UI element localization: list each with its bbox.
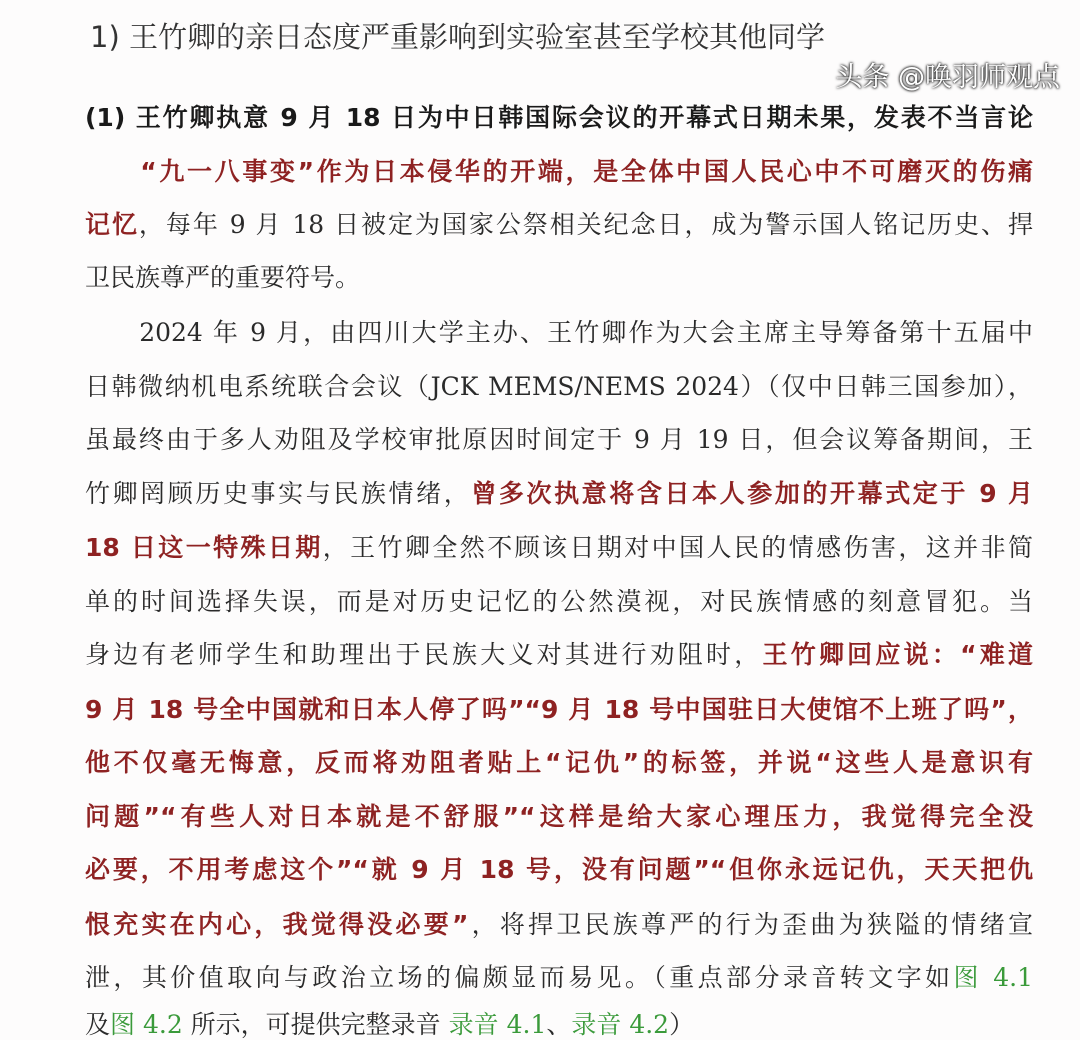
section-heading [90, 22, 1038, 52]
text-segment: 竹卿罔顾历史事实与民族情绪， [85, 479, 472, 508]
reference-link[interactable]: 录音 4.2 [571, 1010, 670, 1039]
reference-link[interactable]: 图 4.2 [110, 1010, 183, 1039]
text-segment: 、 [546, 1010, 572, 1039]
text-segment: ，将捍卫民族尊严的行为歪曲为狭隘的情绪宣 [468, 910, 1033, 939]
highlighted-text: 问题”“有些人对日本就是不舒服”“这样是给大家心理压力，我觉得完全没 [85, 802, 1033, 831]
text-line [85, 479, 1033, 509]
subsection-heading [85, 103, 1033, 133]
text-segment: 身边有老师学生和助理出于民族大义对其进行劝阻时， [85, 640, 763, 669]
highlighted-text: 记忆 [85, 210, 139, 239]
text-segment: 虽最终由于多人劝阻及学校审批原因时间定于 9 月 19 日，但会议筹备期间，王 [85, 425, 1033, 454]
reference-link[interactable]: 图 4.1 [953, 963, 1033, 992]
reference-link[interactable]: 录音 4.1 [448, 1010, 547, 1039]
text-segment: 单的时间选择失误，而是对历史记忆的公然漠视，对民族情感的刻意冒犯。当 [85, 587, 1033, 616]
text-segment: 泄，其价值取向与政治立场的偏颇显而易见。（重点部分录音转文字如 [85, 963, 954, 992]
highlighted-text: 曾多次执意将含日本人参加的开幕式定于 9 月 [471, 479, 1033, 508]
highlighted-text: 恨充实在内心，我觉得没必要” [85, 910, 469, 939]
text-line [85, 855, 1033, 885]
text-line [85, 533, 1033, 563]
text-line [85, 640, 1033, 670]
highlighted-text: “九一八事变”作为日本侵华的开端，是全体中国人民心中不可磨灭的伤痛 [85, 157, 1033, 186]
text-line [85, 372, 1033, 402]
text-segment: 及 [85, 1010, 111, 1039]
text-segment: 所示，可提供完整录音 [182, 1010, 449, 1039]
text-segment: 日韩微纳机电系统联合会议（JCK MEMS/NEMS 2024）（仅中日韩三国参加）， [85, 372, 1033, 401]
text-line [85, 318, 1033, 348]
watermark: 头条 @唤羽师观点 [835, 62, 1060, 93]
text-segment: ，王竹卿全然不顾该日期对中国人民的情感伤害，这并非简 [322, 533, 1033, 562]
text-line [85, 963, 1033, 993]
text-line [85, 587, 1033, 617]
text-line [85, 910, 1033, 940]
text-line [85, 695, 1033, 725]
highlighted-text: 王竹卿回应说：“难道 [762, 640, 1033, 669]
text-line [85, 802, 1033, 832]
text-line [85, 1010, 1033, 1040]
text-segment: 1) 王竹卿的亲日态度严重影响到实验室甚至学校其他同学 [90, 20, 825, 54]
text-segment: (1) 王竹卿执意 9 月 18 日为中日韩国际会议的开幕式日期未果，发表不当言论 [85, 103, 1033, 132]
text-segment: ，每年 9 月 18 日被定为国家公祭相关纪念日，成为警示国人铭记历史、捍 [138, 210, 1033, 239]
text-line [85, 425, 1033, 455]
text-segment: ） [669, 1010, 695, 1039]
highlighted-text: 必要，不用考虑这个”“就 9 月 18 号，没有问题”“但你永远记仇，天天把仇 [85, 855, 1033, 884]
highlighted-text: 9 月 18 号全中国就和日本人停了吗”“9 月 18 号中国驻日大使馆不上班了吗”， [85, 695, 1033, 724]
text-segment: 卫民族尊严的重要符号。 [85, 263, 361, 292]
text-line [85, 263, 1033, 293]
text-line [85, 210, 1033, 240]
text-line [85, 157, 1033, 187]
text-line [85, 748, 1033, 778]
highlighted-text: 他不仅毫无悔意，反而将劝阻者贴上“记仇”的标签，并说“这些人是意识有 [85, 748, 1033, 777]
highlighted-text: 18 日这一特殊日期 [85, 533, 323, 562]
text-segment: 2024 年 9 月，由四川大学主办、王竹卿作为大会主席主导筹备第十五届中 [85, 318, 1033, 347]
